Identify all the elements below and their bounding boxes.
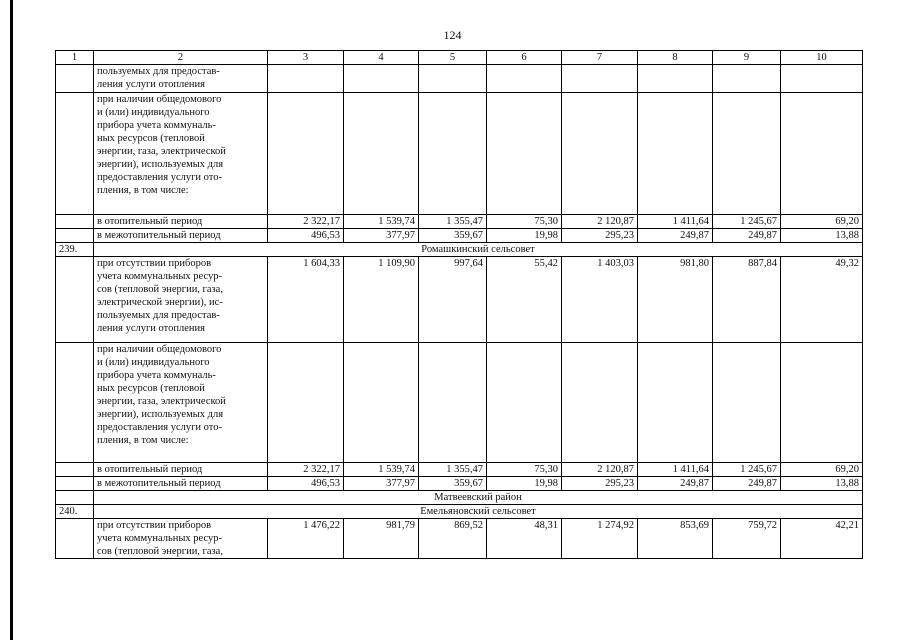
- value-cell: [268, 343, 344, 463]
- value-cell: 377,97: [344, 477, 419, 491]
- value-cell: 42,21: [781, 519, 863, 559]
- value-cell: [487, 343, 562, 463]
- row-index: [56, 257, 94, 343]
- table-row: [56, 257, 863, 343]
- value-cell: 19,98: [487, 229, 562, 243]
- value-cell: [781, 343, 863, 463]
- section-row: [56, 243, 863, 257]
- value-cell: [268, 65, 344, 93]
- value-cell: 48,31: [487, 519, 562, 559]
- column-header: 1: [56, 51, 94, 65]
- row-label: в отопительный период: [94, 463, 268, 477]
- value-cell: 295,23: [562, 477, 638, 491]
- value-cell: 1 539,74: [344, 215, 419, 229]
- value-cell: 1 109,90: [344, 257, 419, 343]
- value-cell: 1 476,22: [268, 519, 344, 559]
- row-label: при отсутствии приборов учета коммунальных ресур- сов (тепловой энергии, газа, электрической энергии), ис- пользуемых для предостав- ления услуги отопления: [94, 257, 268, 343]
- value-cell: 1 403,03: [562, 257, 638, 343]
- value-cell: [562, 65, 638, 93]
- column-header: 8: [638, 51, 713, 65]
- column-header: 10: [781, 51, 863, 65]
- tariff-table: [55, 50, 863, 559]
- value-cell: 1 411,64: [638, 463, 713, 477]
- row-index: 240.: [56, 505, 94, 519]
- row-index: [56, 65, 94, 93]
- value-cell: [419, 65, 487, 93]
- value-cell: 1 539,74: [344, 463, 419, 477]
- value-cell: [487, 93, 562, 215]
- value-cell: 869,52: [419, 519, 487, 559]
- row-index: 239.: [56, 243, 94, 257]
- value-cell: 55,42: [487, 257, 562, 343]
- value-cell: 496,53: [268, 477, 344, 491]
- section-row: [56, 491, 863, 505]
- section-row: [56, 505, 863, 519]
- column-header: 5: [419, 51, 487, 65]
- value-cell: 249,87: [638, 229, 713, 243]
- value-cell: 759,72: [713, 519, 781, 559]
- value-cell: 981,79: [344, 519, 419, 559]
- table-row: [56, 477, 863, 491]
- value-cell: [344, 343, 419, 463]
- value-cell: 75,30: [487, 463, 562, 477]
- section-title: Матвеевский район: [94, 491, 863, 505]
- value-cell: 359,67: [419, 477, 487, 491]
- value-cell: 69,20: [781, 463, 863, 477]
- value-cell: [781, 65, 863, 93]
- row-index: [56, 343, 94, 463]
- value-cell: [487, 65, 562, 93]
- value-cell: 1 274,92: [562, 519, 638, 559]
- value-cell: 49,32: [781, 257, 863, 343]
- value-cell: [562, 343, 638, 463]
- row-label: в межотопительный период: [94, 229, 268, 243]
- table-row: [56, 65, 863, 93]
- row-label: в межотопительный период: [94, 477, 268, 491]
- column-header: 4: [344, 51, 419, 65]
- value-cell: [638, 65, 713, 93]
- value-cell: 2 120,87: [562, 463, 638, 477]
- row-index: [56, 477, 94, 491]
- value-cell: [419, 343, 487, 463]
- value-cell: [344, 65, 419, 93]
- value-cell: [344, 93, 419, 215]
- column-header: 2: [94, 51, 268, 65]
- value-cell: 1 245,67: [713, 463, 781, 477]
- value-cell: 887,84: [713, 257, 781, 343]
- value-cell: 359,67: [419, 229, 487, 243]
- row-index: [56, 93, 94, 215]
- value-cell: 1 411,64: [638, 215, 713, 229]
- value-cell: 13,88: [781, 477, 863, 491]
- row-label: в отопительный период: [94, 215, 268, 229]
- value-cell: 2 120,87: [562, 215, 638, 229]
- value-cell: [638, 93, 713, 215]
- value-cell: 496,53: [268, 229, 344, 243]
- column-header: 7: [562, 51, 638, 65]
- value-cell: 75,30: [487, 215, 562, 229]
- row-label: при отсутствии приборов учета коммунальных ресур- сов (тепловой энергии, газа,: [94, 519, 268, 559]
- column-header: 9: [713, 51, 781, 65]
- value-cell: 295,23: [562, 229, 638, 243]
- value-cell: [419, 93, 487, 215]
- value-cell: [638, 343, 713, 463]
- value-cell: [562, 93, 638, 215]
- value-cell: 249,87: [713, 229, 781, 243]
- column-header: 3: [268, 51, 344, 65]
- value-cell: [781, 93, 863, 215]
- value-cell: 1 355,47: [419, 463, 487, 477]
- table-row: [56, 215, 863, 229]
- table-row: [56, 519, 863, 559]
- value-cell: 13,88: [781, 229, 863, 243]
- value-cell: 997,64: [419, 257, 487, 343]
- value-cell: [713, 93, 781, 215]
- value-cell: [713, 65, 781, 93]
- value-cell: 249,87: [638, 477, 713, 491]
- section-title: Емельяновский сельсовет: [94, 505, 863, 519]
- row-index: [56, 519, 94, 559]
- section-title: Ромашкинский сельсовет: [94, 243, 863, 257]
- value-cell: 2 322,17: [268, 215, 344, 229]
- value-cell: 19,98: [487, 477, 562, 491]
- value-cell: 1 245,67: [713, 215, 781, 229]
- table-row: [56, 463, 863, 477]
- row-label: при наличии общедомового и (или) индивидуального прибора учета коммуналь- ных ресурсов (тепловой энергии, газа, электрической энергии), используемых для предоставления услуги ото- пления, в том числе:: [94, 343, 268, 463]
- value-cell: 69,20: [781, 215, 863, 229]
- row-index: [56, 229, 94, 243]
- value-cell: [268, 93, 344, 215]
- page-number: 124: [443, 28, 462, 42]
- value-cell: [713, 343, 781, 463]
- value-cell: 249,87: [713, 477, 781, 491]
- row-label: при наличии общедомового и (или) индивидуального прибора учета коммуналь- ных ресурсов (тепловой энергии, газа, электрической энергии), используемых для предоставления услуги ото- пления, в том числе:: [94, 93, 268, 215]
- left-margin-rule: [10, 0, 13, 640]
- table-body: [56, 51, 863, 559]
- table-row: [56, 343, 863, 463]
- value-cell: 377,97: [344, 229, 419, 243]
- row-label: пользуемых для предостав- ления услуги отопления: [94, 65, 268, 93]
- row-index: [56, 215, 94, 229]
- table-row: [56, 93, 863, 215]
- value-cell: 1 604,33: [268, 257, 344, 343]
- value-cell: 981,80: [638, 257, 713, 343]
- value-cell: 2 322,17: [268, 463, 344, 477]
- column-header: 6: [487, 51, 562, 65]
- header-row: [56, 51, 863, 65]
- value-cell: 853,69: [638, 519, 713, 559]
- row-index: [56, 463, 94, 477]
- table-row: [56, 229, 863, 243]
- value-cell: 1 355,47: [419, 215, 487, 229]
- row-index: [56, 491, 94, 505]
